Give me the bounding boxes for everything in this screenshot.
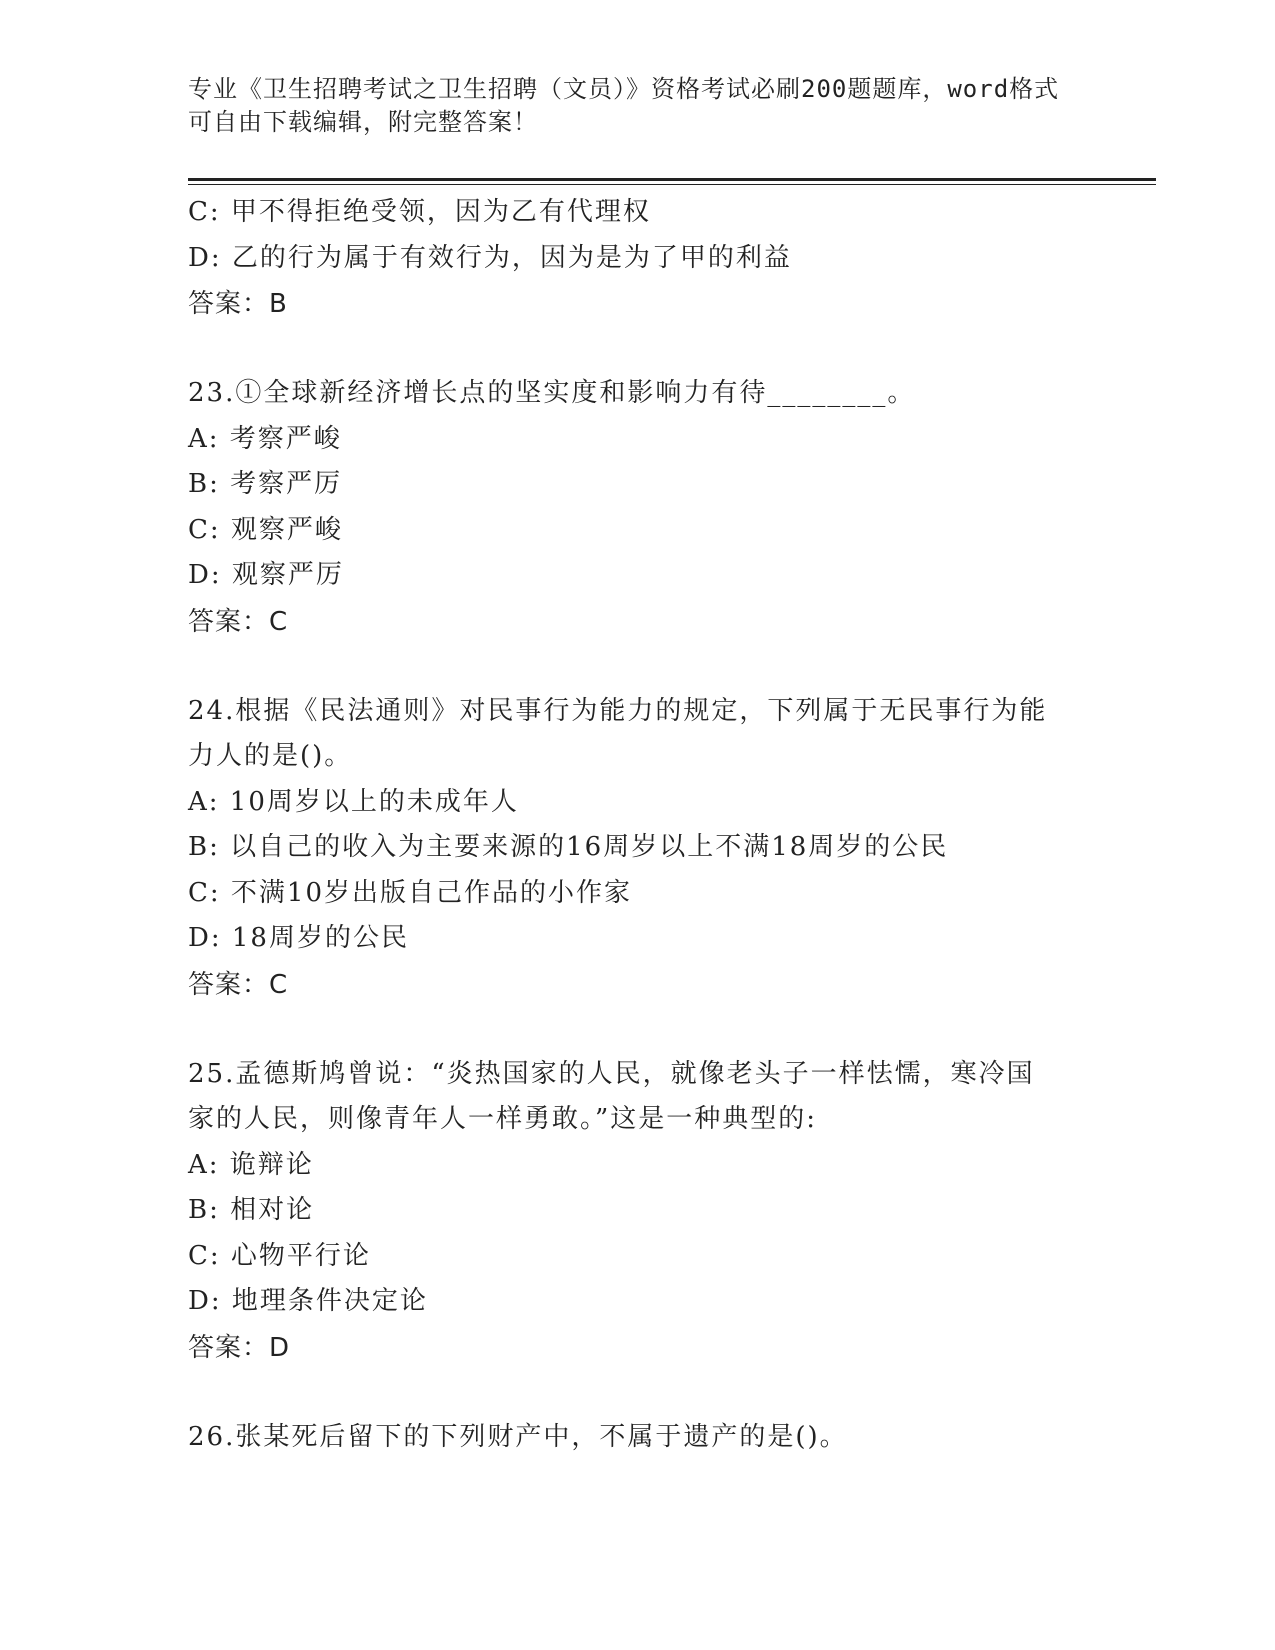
option-b: B: 考察严厉	[188, 469, 343, 499]
answer-line: 答案：C	[188, 606, 289, 637]
option-a: A: 10周岁以上的未成年人	[188, 786, 519, 817]
question-26	[188, 1415, 1078, 1461]
option-c: C: 观察严峻	[188, 514, 343, 545]
option-d: D: 地理条件决定论	[188, 1286, 428, 1316]
question-24	[188, 689, 1078, 1008]
question-stem-line-1: 25.孟德斯鸠曾说：“炎热国家的人民，就像老头子一样怯懦，寒冷国	[188, 1058, 1035, 1089]
question-stem-line-1: 24.根据《民法通则》对民事行为能力的规定，下列属于无民事行为能	[188, 695, 1048, 726]
question-stem-line-2: 家的人民，则像青年人一样勇敢。”这是一种典型的:	[188, 1104, 818, 1134]
document-header	[188, 73, 1088, 139]
option-d: D: 乙的行为属于有效行为，因为是为了甲的利益	[188, 242, 792, 273]
question-stem: 23.①全球新经济增长点的坚实度和影响力有待________。	[188, 378, 916, 408]
option-c: C: 心物平行论	[188, 1240, 371, 1271]
question-stem-line-2: 力人的是()。	[188, 741, 353, 771]
question-25	[188, 1052, 1078, 1371]
option-a: A: 诡辩论	[188, 1149, 314, 1180]
question-23	[188, 371, 1078, 645]
option-c: C: 甲不得拒绝受领，因为乙有代理权	[188, 197, 651, 227]
header-title-line-1: 专业《卫生招聘考试之卫生招聘（文员）》资格考试必刷200题题库，word格式	[188, 75, 1060, 103]
option-a: A: 考察严峻	[188, 423, 342, 454]
header-divider-thin	[188, 184, 1156, 185]
question-22-continued	[188, 190, 1078, 327]
header-divider-thick	[188, 178, 1156, 181]
answer-line: 答案：B	[188, 289, 288, 319]
answer-line: 答案：C	[188, 969, 289, 1000]
option-c: C: 不满10岁出版自己作品的小作家	[188, 877, 633, 908]
answer-line: 答案：D	[188, 1332, 291, 1363]
option-d: D: 观察严厉	[188, 560, 344, 590]
header-title-line-2: 可自由下载编辑，附完整答案！	[188, 108, 538, 136]
question-content	[188, 190, 1078, 1460]
option-b: B: 相对论	[188, 1195, 315, 1225]
option-d: D: 18周岁的公民	[188, 923, 409, 953]
question-stem: 26.张某死后留下的下列财产中，不属于遗产的是()。	[188, 1421, 848, 1452]
option-b: B: 以自己的收入为主要来源的16周岁以上不满18周岁的公民	[188, 832, 949, 862]
